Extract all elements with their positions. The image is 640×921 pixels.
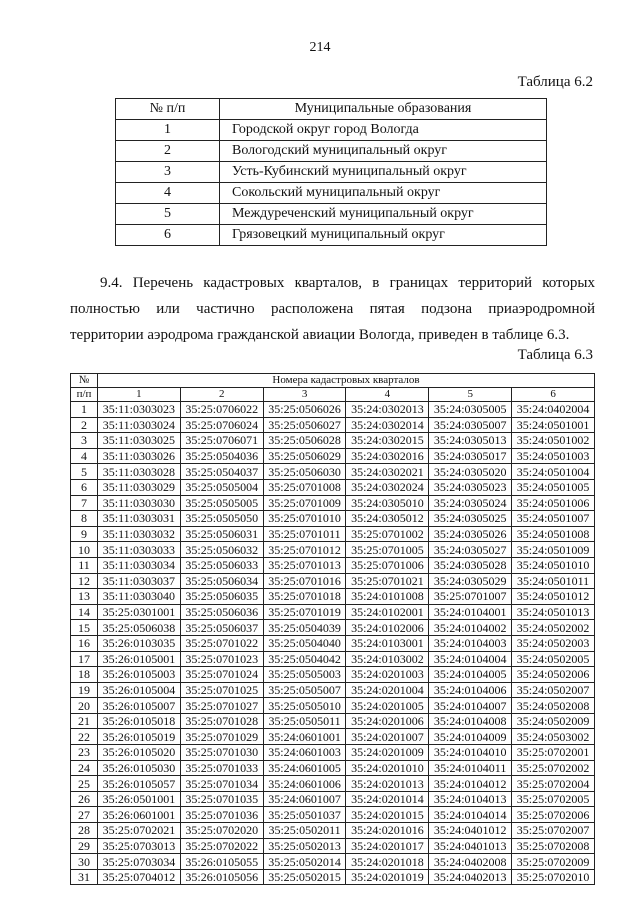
- municipality-name: Усть-Кубинский муниципальный округ: [220, 162, 547, 183]
- cadastral-number: 35:25:0701007: [429, 589, 512, 605]
- cadastral-number: 35:24:0502008: [512, 698, 595, 714]
- cadastral-number: 35:24:0201004: [346, 682, 429, 698]
- row-number: 29: [71, 838, 98, 854]
- page-number: 214: [309, 40, 331, 55]
- cadastral-number: 35:24:0104012: [429, 776, 512, 792]
- cadastral-number: 35:11:0303031: [98, 511, 181, 527]
- cadastral-number: 35:11:0303040: [98, 589, 181, 605]
- table-row: [71, 776, 595, 792]
- cadastral-number: 35:25:0701023: [180, 651, 263, 667]
- cadastral-number: 35:25:0701002: [346, 526, 429, 542]
- cadastral-number: 35:24:0302016: [346, 448, 429, 464]
- cadastral-number: 35:11:0303034: [98, 557, 181, 573]
- cadastral-number: 35:24:0305012: [346, 511, 429, 527]
- cadastral-number: 35:25:0701009: [263, 495, 346, 511]
- cadastral-number: 35:24:0302013: [346, 402, 429, 418]
- cadastral-number: 35:24:0103001: [346, 635, 429, 651]
- cadastral-number: 35:24:0104002: [429, 620, 512, 636]
- cadastral-number: 35:26:0105057: [98, 776, 181, 792]
- table-row: [71, 464, 595, 480]
- cadastral-number: 35:24:0501013: [512, 604, 595, 620]
- cadastral-number: 35:24:0502005: [512, 651, 595, 667]
- row-number: 9: [71, 526, 98, 542]
- table-row: [71, 635, 595, 651]
- cadastral-number: 35:24:0305013: [429, 433, 512, 449]
- cadastral-number: 35:25:0701008: [263, 479, 346, 495]
- header-name: Муниципальные образования: [220, 99, 547, 120]
- cadastral-number: 35:25:0506036: [180, 604, 263, 620]
- table-row: [71, 573, 595, 589]
- cadastral-number: 35:24:0104014: [429, 807, 512, 823]
- cadastral-number: 35:24:0201005: [346, 698, 429, 714]
- cadastral-number: 35:24:0302015: [346, 433, 429, 449]
- cadastral-number: 35:25:0701005: [346, 542, 429, 558]
- cadastral-number: 35:24:0601007: [263, 791, 346, 807]
- cadastral-number: 35:26:0105055: [180, 854, 263, 870]
- cadastral-number: 35:25:0505003: [263, 667, 346, 683]
- cadastral-number: 35:26:0105019: [98, 729, 181, 745]
- cadastral-number: 35:24:0502003: [512, 635, 595, 651]
- table-row: [71, 682, 595, 698]
- row-number: 31: [71, 869, 98, 885]
- cadastral-number: 35:25:0703013: [98, 838, 181, 854]
- table-row: [71, 791, 595, 807]
- cadastral-number: 35:25:0702021: [98, 823, 181, 839]
- table-row: [71, 823, 595, 839]
- cadastral-number: 35:24:0305017: [429, 448, 512, 464]
- cadastral-number: 35:25:0506026: [263, 402, 346, 418]
- row-number: 20: [71, 698, 98, 714]
- cadastral-number: 35:26:0105001: [98, 651, 181, 667]
- cadastral-number: 35:24:0601005: [263, 760, 346, 776]
- row-number: 1: [116, 120, 220, 141]
- table-header-row: [116, 99, 547, 120]
- table-row: [71, 402, 595, 418]
- paragraph-text: 9.4. Перечень кадастровых кварталов, в границах территорий которых полностью или частично расположена пятая подзона приаэродромной территории аэродрома гражданской авиации Вологда, приведен в таблице 6.3.: [70, 275, 595, 343]
- cadastral-number: 35:11:0303024: [98, 417, 181, 433]
- cadastral-number: 35:24:0401013: [429, 838, 512, 854]
- cadastral-number: 35:25:0505011: [263, 713, 346, 729]
- cadastral-number: 35:25:0702010: [512, 869, 595, 885]
- cadastral-number: 35:24:0201015: [346, 807, 429, 823]
- cadastral-number: 35:24:0501001: [512, 417, 595, 433]
- cadastral-number: 35:11:0303030: [98, 495, 181, 511]
- cadastral-number: 35:26:0105018: [98, 713, 181, 729]
- cadastral-number: 35:24:0101008: [346, 589, 429, 605]
- column-number: 5: [429, 388, 512, 402]
- cadastral-number: 35:24:0302024: [346, 479, 429, 495]
- municipality-name: Грязовецкий муниципальный округ: [220, 225, 547, 246]
- cadastral-number: 35:25:0506038: [98, 620, 181, 636]
- row-number: 11: [71, 557, 98, 573]
- cadastral-number: 35:24:0305005: [429, 402, 512, 418]
- cadastral-number: 35:24:0305010: [346, 495, 429, 511]
- cadastral-number: 35:24:0201010: [346, 760, 429, 776]
- row-number: 12: [71, 573, 98, 589]
- table-row: [116, 141, 547, 162]
- cadastral-number: 35:25:0701036: [180, 807, 263, 823]
- cadastral-number: 35:24:0104013: [429, 791, 512, 807]
- cadastral-number: 35:25:0504036: [180, 448, 263, 464]
- cadastral-number: 35:25:0701025: [180, 682, 263, 698]
- cadastral-number: 35:24:0305020: [429, 464, 512, 480]
- cadastral-number: 35:25:0505050: [180, 511, 263, 527]
- cadastral-number: 35:25:0505004: [180, 479, 263, 495]
- cadastral-number: 35:25:0702008: [512, 838, 595, 854]
- cadastral-number: 35:25:0504037: [180, 464, 263, 480]
- cadastral-number: 35:25:0701035: [180, 791, 263, 807]
- cadastral-number: 35:26:0105020: [98, 745, 181, 761]
- cadastral-number: 35:25:0701016: [263, 573, 346, 589]
- row-number: 2: [71, 417, 98, 433]
- table-row: [71, 589, 595, 605]
- cadastral-number: 35:25:0701013: [263, 557, 346, 573]
- cadastral-number: 35:24:0305023: [429, 479, 512, 495]
- table-row: [71, 433, 595, 449]
- cadastral-number: 35:11:0303026: [98, 448, 181, 464]
- cadastral-number: 35:24:0104006: [429, 682, 512, 698]
- cadastral-number: 35:26:0105030: [98, 760, 181, 776]
- cadastral-number: 35:25:0506031: [180, 526, 263, 542]
- row-number: 15: [71, 620, 98, 636]
- row-number: 4: [71, 448, 98, 464]
- cadastral-number: 35:25:0701022: [180, 635, 263, 651]
- cadastral-number: 35:25:0301001: [98, 604, 181, 620]
- cadastral-number: 35:25:0506035: [180, 589, 263, 605]
- table-row: [71, 511, 595, 527]
- header-group: Номера кадастровых кварталов: [98, 374, 595, 388]
- cadastral-number: 35:24:0502009: [512, 713, 595, 729]
- column-number: 1: [98, 388, 181, 402]
- cadastral-number: 35:11:0303028: [98, 464, 181, 480]
- cadastral-number: 35:24:0104010: [429, 745, 512, 761]
- cadastral-number: 35:25:0702006: [512, 807, 595, 823]
- header-num-line2: п/п: [71, 388, 98, 402]
- table-row: [116, 225, 547, 246]
- cadastral-number: 35:25:0702004: [512, 776, 595, 792]
- row-number: 4: [116, 183, 220, 204]
- cadastral-number: 35:24:0201003: [346, 667, 429, 683]
- row-number: 14: [71, 604, 98, 620]
- municipality-name: Междуреченский муниципальный округ: [220, 204, 547, 225]
- cadastral-number: 35:24:0501004: [512, 464, 595, 480]
- cadastral-number: 35:25:0701027: [180, 698, 263, 714]
- table-row: [71, 729, 595, 745]
- table-row: [71, 713, 595, 729]
- cadastral-number: 35:25:0506028: [263, 433, 346, 449]
- row-number: 3: [116, 162, 220, 183]
- cadastral-number: 35:25:0501037: [263, 807, 346, 823]
- cadastral-number: 35:24:0201007: [346, 729, 429, 745]
- cadastral-number: 35:11:0303029: [98, 479, 181, 495]
- cadastral-number: 35:26:0601001: [98, 807, 181, 823]
- cadastral-number: 35:24:0104004: [429, 651, 512, 667]
- cadastral-number: 35:24:0102006: [346, 620, 429, 636]
- row-number: 23: [71, 745, 98, 761]
- header-num-line1: №: [71, 374, 98, 388]
- cadastral-number: 35:26:0105056: [180, 869, 263, 885]
- table-6-2-caption: Таблица 6.2: [517, 74, 593, 90]
- cadastral-number: 35:24:0103002: [346, 651, 429, 667]
- row-number: 5: [116, 204, 220, 225]
- cadastral-number: 35:24:0201013: [346, 776, 429, 792]
- cadastral-number: 35:25:0701018: [263, 589, 346, 605]
- row-number: 17: [71, 651, 98, 667]
- cadastral-number: 35:24:0104009: [429, 729, 512, 745]
- column-numbers-row: [71, 388, 595, 402]
- cadastral-number: 35:25:0502013: [263, 838, 346, 854]
- cadastral-number: 35:24:0104003: [429, 635, 512, 651]
- table-row: [71, 667, 595, 683]
- cadastral-number: 35:25:0701028: [180, 713, 263, 729]
- cadastral-number: 35:24:0501003: [512, 448, 595, 464]
- cadastral-number: 35:24:0501002: [512, 433, 595, 449]
- cadastral-quarters-table: [70, 373, 595, 885]
- cadastral-number: 35:24:0501006: [512, 495, 595, 511]
- cadastral-number: 35:24:0501008: [512, 526, 595, 542]
- table-row: [71, 495, 595, 511]
- table-row: [71, 760, 595, 776]
- cadastral-number: 35:25:0701030: [180, 745, 263, 761]
- table-row: [116, 204, 547, 225]
- cadastral-number: 35:24:0201017: [346, 838, 429, 854]
- row-number: 6: [71, 479, 98, 495]
- cadastral-number: 35:24:0501007: [512, 511, 595, 527]
- cadastral-number: 35:26:0105004: [98, 682, 181, 698]
- cadastral-number: 35:25:0506030: [263, 464, 346, 480]
- cadastral-number: 35:24:0305028: [429, 557, 512, 573]
- row-number: 27: [71, 807, 98, 823]
- cadastral-number: 35:25:0701024: [180, 667, 263, 683]
- cadastral-number: 35:25:0702007: [512, 823, 595, 839]
- cadastral-number: 35:25:0506027: [263, 417, 346, 433]
- cadastral-number: 35:24:0305025: [429, 511, 512, 527]
- cadastral-number: 35:25:0502014: [263, 854, 346, 870]
- cadastral-number: 35:25:0502011: [263, 823, 346, 839]
- cadastral-number: 35:24:0305007: [429, 417, 512, 433]
- table-row: [116, 162, 547, 183]
- cadastral-number: 35:24:0305027: [429, 542, 512, 558]
- cadastral-number: 35:25:0702022: [180, 838, 263, 854]
- municipalities-table: [115, 98, 547, 246]
- row-number: 18: [71, 667, 98, 683]
- cadastral-number: 35:24:0402013: [429, 869, 512, 885]
- cadastral-number: 35:24:0104008: [429, 713, 512, 729]
- cadastral-number: 35:24:0305024: [429, 495, 512, 511]
- cadastral-number: 35:24:0501012: [512, 589, 595, 605]
- cadastral-number: 35:24:0503002: [512, 729, 595, 745]
- row-number: 2: [116, 141, 220, 162]
- cadastral-number: 35:25:0701011: [263, 526, 346, 542]
- cadastral-number: 35:24:0305026: [429, 526, 512, 542]
- cadastral-number: 35:24:0104005: [429, 667, 512, 683]
- cadastral-number: 35:25:0703034: [98, 854, 181, 870]
- column-number: 2: [180, 388, 263, 402]
- table-row: [116, 183, 547, 204]
- cadastral-number: 35:25:0504040: [263, 635, 346, 651]
- table-row: [71, 854, 595, 870]
- row-number: 19: [71, 682, 98, 698]
- cadastral-number: 35:25:0701021: [346, 573, 429, 589]
- row-number: 22: [71, 729, 98, 745]
- cadastral-number: 35:25:0704012: [98, 869, 181, 885]
- table-row: [71, 526, 595, 542]
- header-num: № п/п: [116, 99, 220, 120]
- table-row: [71, 651, 595, 667]
- cadastral-number: 35:24:0201018: [346, 854, 429, 870]
- row-number: 7: [71, 495, 98, 511]
- cadastral-number: 35:24:0201006: [346, 713, 429, 729]
- cadastral-number: 35:24:0402008: [429, 854, 512, 870]
- cadastral-number: 35:25:0702001: [512, 745, 595, 761]
- table-row: [71, 557, 595, 573]
- row-number: 6: [116, 225, 220, 246]
- row-number: 24: [71, 760, 98, 776]
- table-row: [71, 417, 595, 433]
- row-number: 21: [71, 713, 98, 729]
- cadastral-number: 35:25:0506034: [180, 573, 263, 589]
- cadastral-number: 35:25:0702005: [512, 791, 595, 807]
- cadastral-number: 35:24:0501010: [512, 557, 595, 573]
- cadastral-number: 35:24:0201014: [346, 791, 429, 807]
- cadastral-number: 35:25:0702009: [512, 854, 595, 870]
- row-number: 26: [71, 791, 98, 807]
- cadastral-number: 35:25:0506033: [180, 557, 263, 573]
- cadastral-number: 35:25:0701029: [180, 729, 263, 745]
- row-number: 5: [71, 464, 98, 480]
- row-number: 28: [71, 823, 98, 839]
- cadastral-number: 35:25:0505005: [180, 495, 263, 511]
- cadastral-number: 35:24:0501005: [512, 479, 595, 495]
- cadastral-number: 35:26:0105007: [98, 698, 181, 714]
- cadastral-number: 35:24:0104011: [429, 760, 512, 776]
- table-row: [71, 807, 595, 823]
- cadastral-number: 35:24:0201009: [346, 745, 429, 761]
- cadastral-number: 35:25:0506029: [263, 448, 346, 464]
- table-6-3-caption: Таблица 6.3: [517, 347, 593, 363]
- cadastral-number: 35:25:0504039: [263, 620, 346, 636]
- municipality-name: Сокольский муниципальный округ: [220, 183, 547, 204]
- cadastral-number: 35:25:0505007: [263, 682, 346, 698]
- cadastral-number: 35:24:0601001: [263, 729, 346, 745]
- cadastral-number: 35:25:0701006: [346, 557, 429, 573]
- cadastral-number: 35:25:0706071: [180, 433, 263, 449]
- row-number: 10: [71, 542, 98, 558]
- cadastral-number: 35:26:0103035: [98, 635, 181, 651]
- cadastral-number: 35:25:0506032: [180, 542, 263, 558]
- municipality-name: Городской округ город Вологда: [220, 120, 547, 141]
- cadastral-number: 35:25:0706024: [180, 417, 263, 433]
- cadastral-number: 35:24:0502002: [512, 620, 595, 636]
- table-row: [71, 448, 595, 464]
- table-row: [71, 698, 595, 714]
- cadastral-number: 35:11:0303033: [98, 542, 181, 558]
- cadastral-number: 35:24:0501011: [512, 573, 595, 589]
- table-header-row: [71, 374, 595, 388]
- cadastral-number: 35:26:0105003: [98, 667, 181, 683]
- cadastral-number: 35:25:0701034: [180, 776, 263, 792]
- cadastral-number: 35:24:0102001: [346, 604, 429, 620]
- cadastral-number: 35:24:0402004: [512, 402, 595, 418]
- row-number: 8: [71, 511, 98, 527]
- cadastral-number: 35:25:0701019: [263, 604, 346, 620]
- table-row: [71, 869, 595, 885]
- cadastral-number: 35:24:0601006: [263, 776, 346, 792]
- cadastral-number: 35:25:0701033: [180, 760, 263, 776]
- cadastral-number: 35:24:0302014: [346, 417, 429, 433]
- cadastral-number: 35:26:0501001: [98, 791, 181, 807]
- row-number: 3: [71, 433, 98, 449]
- cadastral-number: 35:24:0502006: [512, 667, 595, 683]
- cadastral-number: 35:24:0104001: [429, 604, 512, 620]
- cadastral-number: 35:24:0401012: [429, 823, 512, 839]
- cadastral-number: 35:25:0701010: [263, 511, 346, 527]
- cadastral-number: 35:24:0502007: [512, 682, 595, 698]
- cadastral-number: 35:25:0701012: [263, 542, 346, 558]
- row-number: 16: [71, 635, 98, 651]
- cadastral-number: 35:25:0702020: [180, 823, 263, 839]
- row-number: 13: [71, 589, 98, 605]
- cadastral-number: 35:25:0504042: [263, 651, 346, 667]
- cadastral-number: 35:25:0702002: [512, 760, 595, 776]
- table-row: [116, 120, 547, 141]
- cadastral-number: 35:11:0303032: [98, 526, 181, 542]
- cadastral-number: 35:25:0706022: [180, 402, 263, 418]
- municipality-name: Вологодский муниципальный округ: [220, 141, 547, 162]
- row-number: 25: [71, 776, 98, 792]
- table-row: [71, 745, 595, 761]
- table-row: [71, 620, 595, 636]
- table-row: [71, 604, 595, 620]
- cadastral-number: 35:25:0506037: [180, 620, 263, 636]
- cadastral-number: 35:24:0305029: [429, 573, 512, 589]
- row-number: 1: [71, 402, 98, 418]
- column-number: 6: [512, 388, 595, 402]
- cadastral-number: 35:11:0303023: [98, 402, 181, 418]
- cadastral-number: 35:24:0201019: [346, 869, 429, 885]
- cadastral-number: 35:25:0505010: [263, 698, 346, 714]
- cadastral-number: 35:24:0201016: [346, 823, 429, 839]
- cadastral-number: 35:24:0104007: [429, 698, 512, 714]
- cadastral-number: 35:24:0601003: [263, 745, 346, 761]
- cadastral-number: 35:24:0501009: [512, 542, 595, 558]
- cadastral-number: 35:24:0302021: [346, 464, 429, 480]
- column-number: 4: [346, 388, 429, 402]
- cadastral-number: 35:25:0502015: [263, 869, 346, 885]
- table-row: [71, 542, 595, 558]
- column-number: 3: [263, 388, 346, 402]
- section-9-4-paragraph: [70, 270, 595, 348]
- table-row: [71, 838, 595, 854]
- table-row: [71, 479, 595, 495]
- cadastral-number: 35:11:0303037: [98, 573, 181, 589]
- row-number: 30: [71, 854, 98, 870]
- cadastral-number: 35:11:0303025: [98, 433, 181, 449]
